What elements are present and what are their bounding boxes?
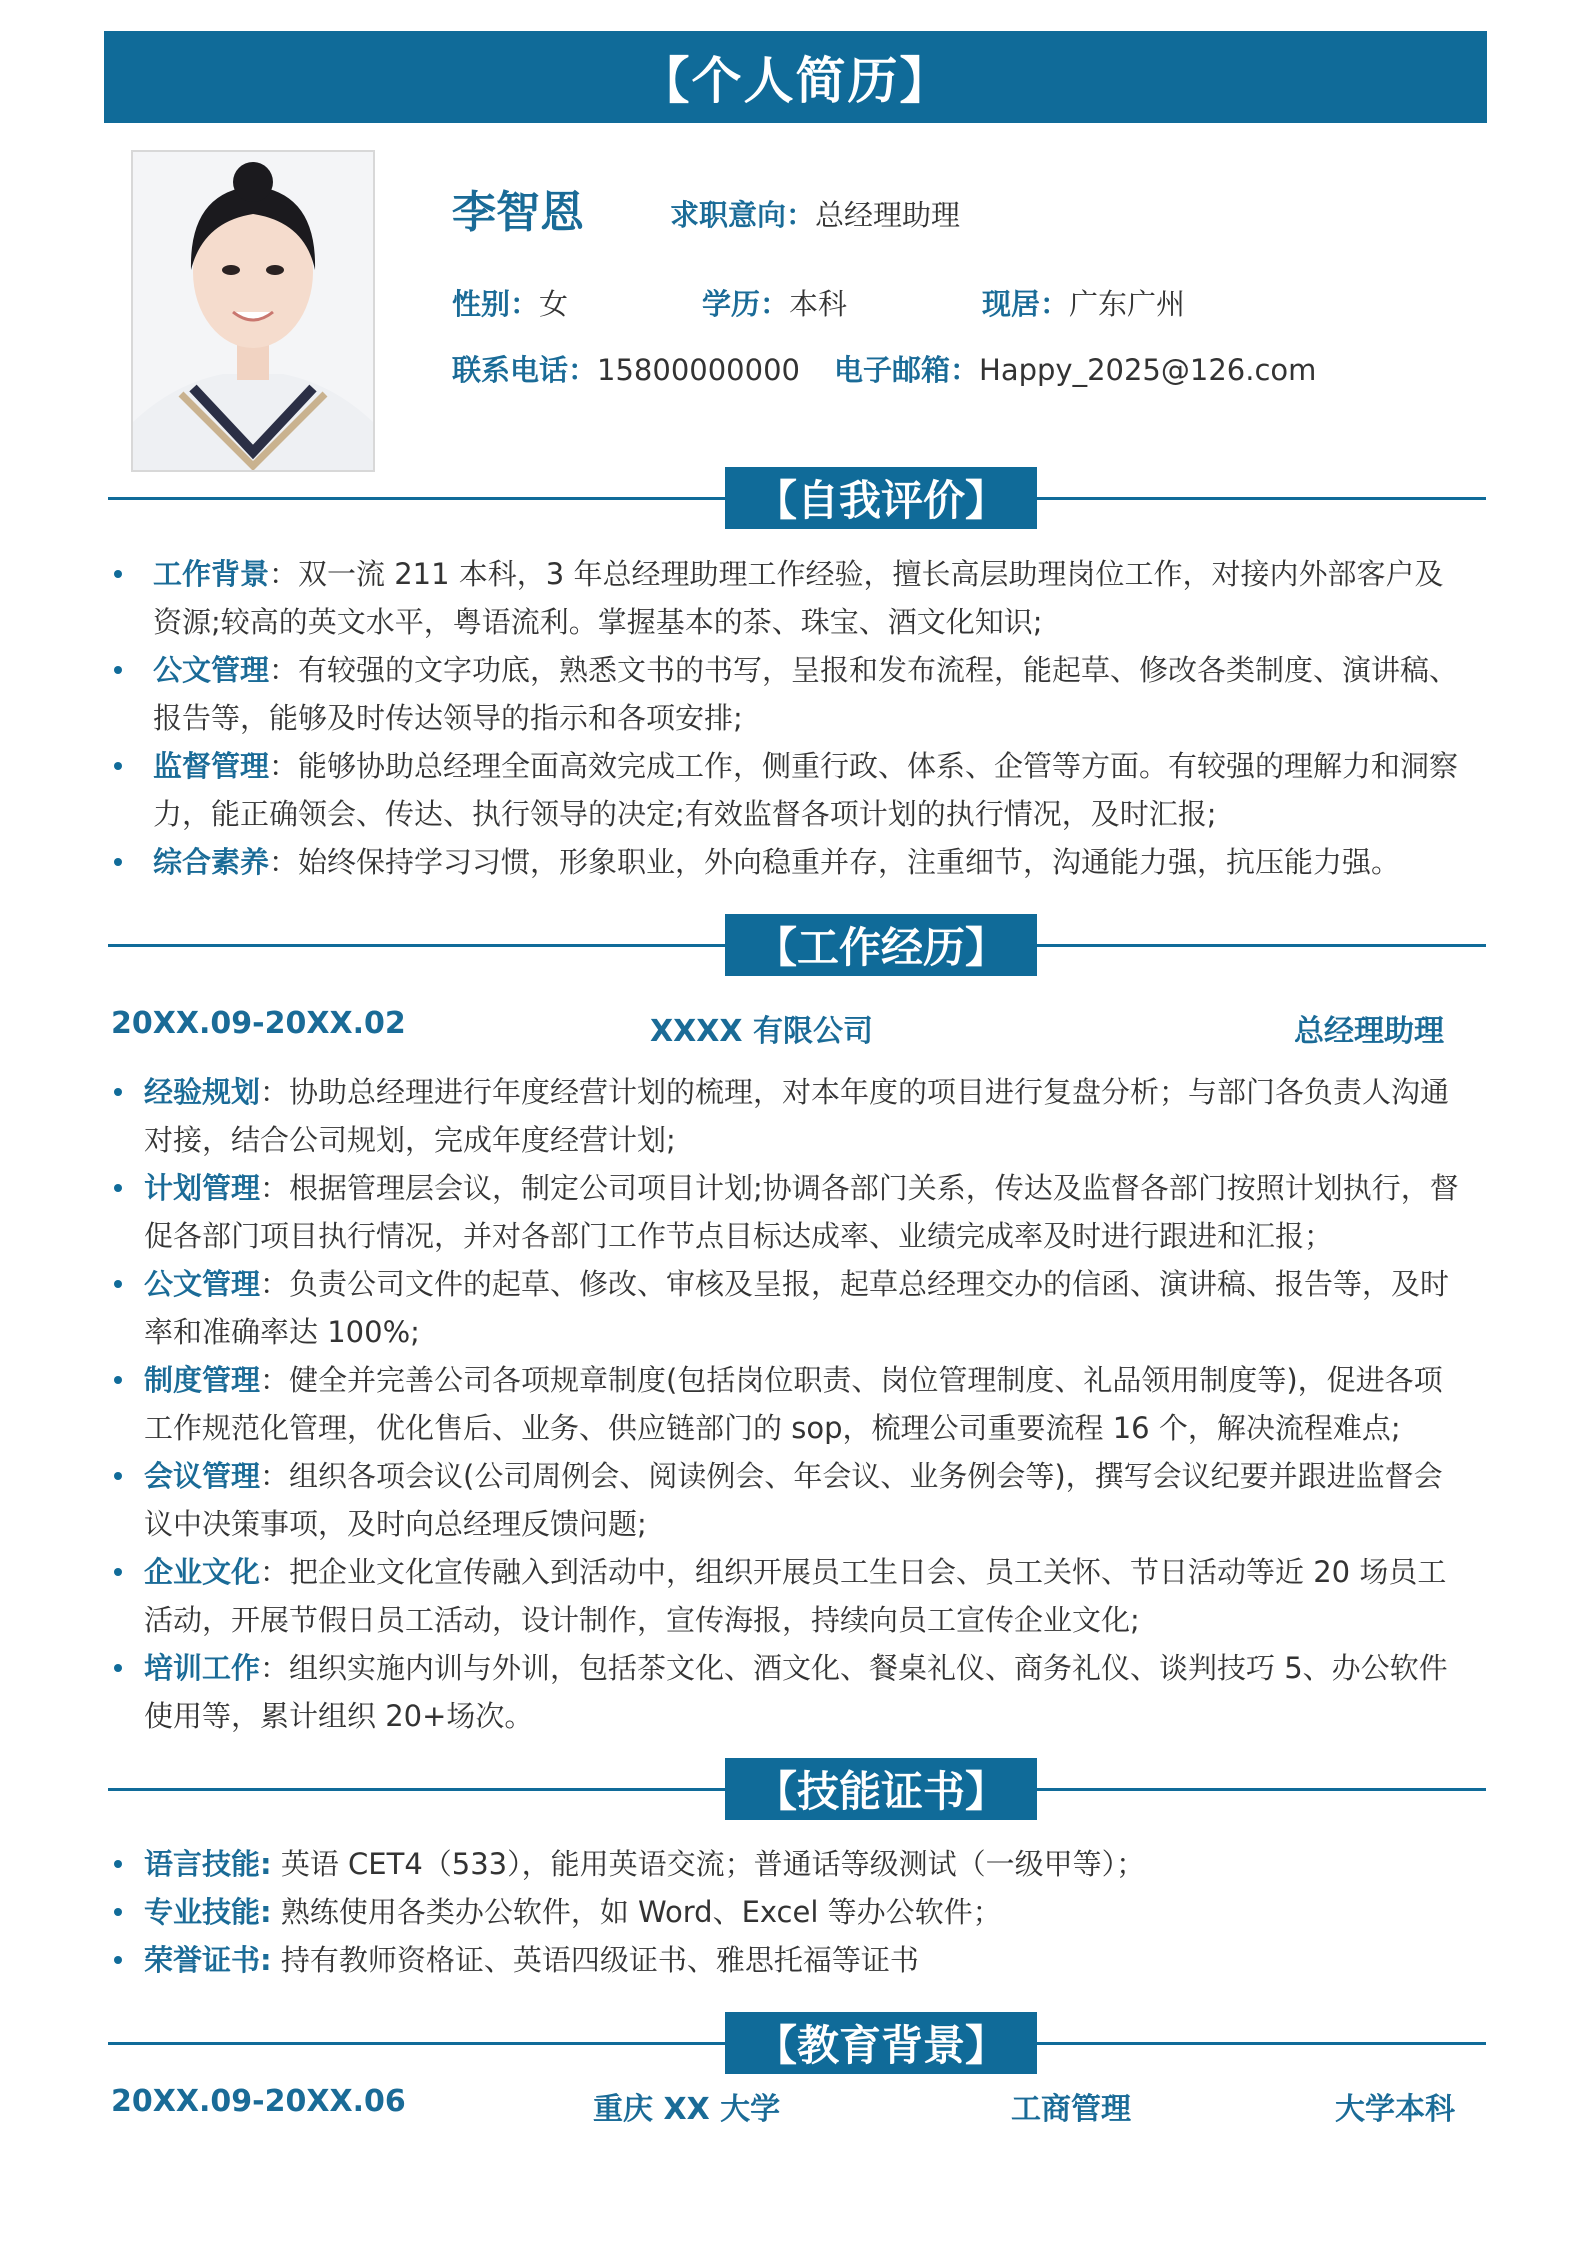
item-text: ：能够协助总经理全面高效完成工作，侧重行政、体系、企管等方面。有较强的理解力和洞察力，能正确领会、传达、执行领导的决定;有效监督各项计划的执行情况，及时汇报; (153, 749, 1459, 831)
bullet-icon (114, 1860, 122, 1868)
bullet-icon (114, 1472, 122, 1480)
item-label: 专业技能: (144, 1895, 272, 1929)
phone-info (452, 348, 800, 389)
list-item (108, 1068, 1468, 1164)
work-period: 20XX.09-20XX.02 (111, 1006, 406, 1041)
section-title: 【技能证书】 (725, 1758, 1037, 1820)
work-position: 总经理助理 (1294, 1014, 1444, 1049)
list-item (108, 550, 1468, 646)
list-item (108, 1888, 1468, 1936)
item-label: 公文管理 (153, 653, 270, 687)
bullet-icon (114, 1184, 122, 1192)
education-value: 本科 (789, 287, 848, 321)
gender-label: 性别： (452, 287, 540, 321)
item-text: 持有教师资格证、英语四级证书、雅思托福等证书 (271, 1943, 919, 1977)
location-label: 现居： (982, 287, 1070, 321)
list-item (108, 1548, 1468, 1644)
section-self-evaluation (108, 467, 1486, 529)
education-info (702, 282, 847, 323)
bullet-icon (114, 762, 122, 770)
education-label: 学历： (702, 287, 790, 321)
location-value: 广东广州 (1069, 287, 1186, 321)
bullet-icon (114, 1376, 122, 1384)
list-item (108, 1644, 1468, 1740)
portrait-image (133, 152, 373, 470)
item-text: ：双一流 211 本科，3 年总经理助理工作经验，擅长高层助理岗位工作，对接内外部客户及资源;较高的英文水平，粤语流利。掌握基本的茶、珠宝、酒文化知识; (153, 557, 1444, 639)
bullet-icon (114, 570, 122, 578)
bullet-icon (114, 1280, 122, 1288)
item-label: 会议管理 (144, 1459, 261, 1493)
list-item (108, 1260, 1468, 1356)
bullet-icon (114, 1908, 122, 1916)
gender-info (452, 282, 568, 323)
education-major: 工商管理 (1011, 2092, 1131, 2127)
education-school: 重庆 XX 大学 (593, 2092, 781, 2127)
gender-value: 女 (539, 287, 569, 321)
candidate-name: 李智恩 (452, 187, 584, 238)
item-label: 企业文化 (144, 1555, 261, 1589)
item-text: 英语 CET4（533），能用英语交流；普通话等级测试（一级甲等）； (271, 1847, 1146, 1881)
item-label: 培训工作 (144, 1651, 261, 1685)
section-title: 【教育背景】 (725, 2012, 1037, 2074)
item-text: ：根据管理层会议，制定公司项目计划;协调各部门关系，传达及监督各部门按照计划执行，督促各部门项目执行情况，并对各部门工作节点目标达成率、业绩完成率及时进行跟进和汇报； (144, 1171, 1459, 1253)
item-label: 工作背景 (153, 557, 270, 591)
item-text: 熟练使用各类办公软件，如 Word、Excel 等办公软件； (271, 1895, 1002, 1929)
list-item (108, 1840, 1468, 1888)
item-text: ：组织各项会议(公司周例会、阅读例会、年会议、业务例会等)，撰写会议纪要并跟进监督会议中决策事项，及时向总经理反馈问题; (144, 1459, 1443, 1541)
item-text: ：有较强的文字功底，熟悉文书的书写，呈报和发布流程，能起草、修改各类制度、演讲稿、报告等，能够及时传达领导的指示和各项安排; (153, 653, 1459, 735)
work-duties-list (108, 1068, 1468, 1740)
section-skills (108, 1758, 1486, 1820)
skills-list (108, 1840, 1468, 1984)
bullet-icon (114, 666, 122, 674)
education-period: 20XX.09-20XX.06 (111, 2084, 406, 2119)
item-text: ：协助总经理进行年度经营计划的梳理，对本年度的项目进行复盘分析；与部门各负责人沟通对接，结合公司规划，完成年度经营计划; (144, 1075, 1450, 1157)
email-info (834, 348, 1316, 389)
item-text: ：组织实施内训与外训，包括茶文化、酒文化、餐桌礼仪、商务礼仪、谈判技巧 5、办公软件使用等，累计组织 20+场次。 (144, 1651, 1448, 1733)
section-title: 【自我评价】 (725, 467, 1037, 529)
item-label: 公文管理 (144, 1267, 261, 1301)
bullet-icon (114, 1956, 122, 1964)
bullet-icon (114, 1088, 122, 1096)
section-work-experience (108, 914, 1486, 976)
item-label: 语言技能: (144, 1847, 272, 1881)
list-item (108, 1356, 1468, 1452)
section-title: 【工作经历】 (725, 914, 1037, 976)
phone-value: 15800000000 (597, 353, 800, 387)
item-text: ：负责公司文件的起草、修改、审核及呈报，起草总经理交办的信函、演讲稿、报告等，及时率和准确率达 100%; (144, 1267, 1450, 1349)
location-info (982, 282, 1185, 323)
resume-title: 【个人简历】 (104, 31, 1487, 123)
bullet-icon (114, 858, 122, 866)
email-value: Happy_2025@126.com (979, 353, 1317, 387)
list-item (108, 1452, 1468, 1548)
item-text: ：始终保持学习习惯，形象职业，外向稳重并存，注重细节，沟通能力强，抗压能力强。 (269, 845, 1401, 879)
bullet-icon (114, 1664, 122, 1672)
item-label: 综合素养 (153, 845, 270, 879)
item-label: 制度管理 (144, 1363, 261, 1397)
item-label: 监督管理 (153, 749, 270, 783)
objective-value: 总经理助理 (815, 198, 961, 232)
section-education (108, 2012, 1486, 2074)
item-label: 计划管理 (144, 1171, 261, 1205)
list-item (108, 742, 1468, 838)
item-text: ：把企业文化宣传融入到活动中，组织开展员工生日会、员工关怀、节日活动等近 20 场员工活动，开展节假日员工活动，设计制作，宣传海报，持续向员工宣传企业文化; (144, 1555, 1447, 1637)
list-item (108, 646, 1468, 742)
education-degree: 大学本科 (1335, 2092, 1455, 2127)
profile-photo (131, 150, 375, 472)
list-item (108, 1936, 1468, 1984)
item-text: ：健全并完善公司各项规章制度(包括岗位职责、岗位管理制度、礼品领用制度等)，促进各项工作规范化管理，优化售后、业务、供应链部门的 sop，梳理公司重要流程 16 个，解决流程难点; (144, 1363, 1443, 1445)
item-label: 荣誉证书: (144, 1943, 272, 1977)
job-objective (670, 193, 960, 234)
list-item (108, 1164, 1468, 1260)
objective-label: 求职意向： (670, 198, 816, 232)
self-evaluation-list (108, 550, 1468, 886)
item-label: 经验规划 (144, 1075, 261, 1109)
work-company: XXXX 有限公司 (650, 1014, 873, 1049)
bullet-icon (114, 1568, 122, 1576)
phone-label: 联系电话： (452, 353, 598, 387)
email-label: 电子邮箱： (834, 353, 980, 387)
list-item (108, 838, 1468, 886)
